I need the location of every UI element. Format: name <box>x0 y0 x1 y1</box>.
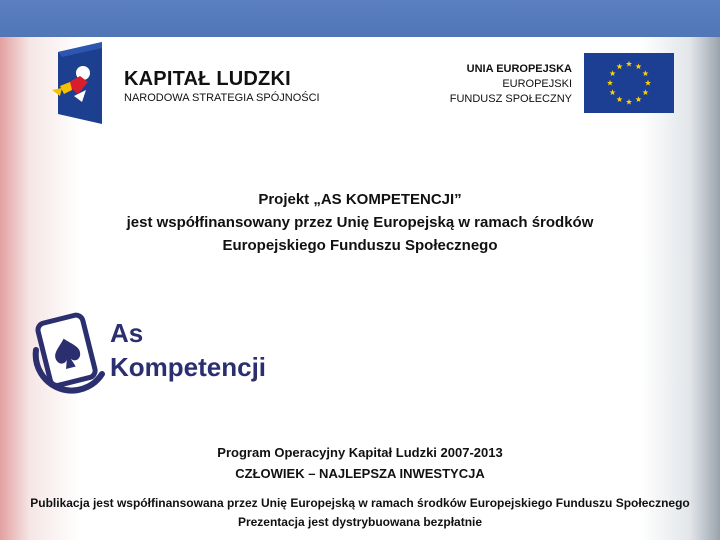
project-line-1: Projekt „AS KOMPETENCJI” <box>258 191 462 208</box>
project-statement <box>60 188 660 257</box>
program-line-1: Program Operacyjny Kapitał Ludzki 2007-2013 <box>217 445 503 460</box>
as-name-line-1: As <box>110 318 144 348</box>
program-info <box>60 442 660 484</box>
project-line-2: jest współfinansowany przez Unię Europejską w ramach środków <box>126 214 594 231</box>
as-name-line-2: Kompetencji <box>110 352 267 382</box>
project-line-3: Europejskiego Funduszu Społecznego <box>222 237 498 254</box>
eu-flag-icon <box>584 53 674 113</box>
program-line-2: CZŁOWIEK – NAJLEPSZA INWESTYCJA <box>235 466 485 481</box>
eu-line-1: UNIA EUROPEJSKA <box>466 63 572 75</box>
eu-line-3: FUNDUSZ SPOŁECZNY <box>449 93 572 105</box>
as-kompetencji-name <box>110 316 266 384</box>
brand-title: KAPITAŁ LUDZKI <box>124 68 291 90</box>
spade-card-icon <box>26 308 112 400</box>
kapital-ludzki-logo-icon <box>52 42 108 124</box>
eu-line-2: EUROPEJSKI <box>502 78 572 90</box>
publication-line-1: Publikacja jest współfinansowana przez Unię Europejską w ramach środków Europejskiego Funduszu Społecznego <box>30 496 690 510</box>
brand-subtitle: NARODOWA STRATEGIA SPÓJNOŚCI <box>124 92 320 104</box>
top-bar <box>0 0 720 37</box>
eu-label <box>450 62 572 107</box>
publication-line-2: Prezentacja jest dystrybuowana bezpłatnie <box>237 515 483 529</box>
publication-note <box>10 494 710 532</box>
